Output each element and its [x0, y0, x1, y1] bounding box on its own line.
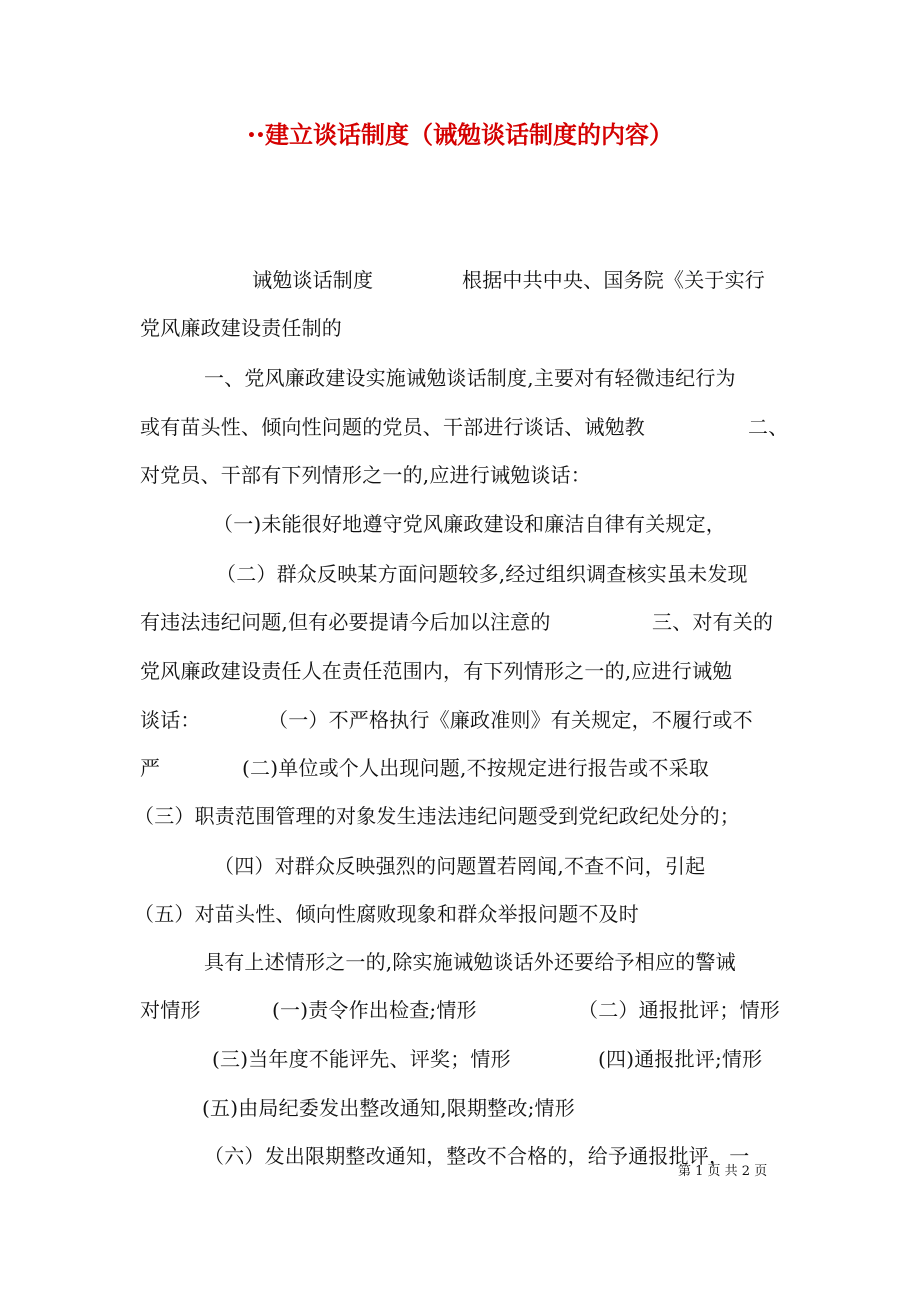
- body-line: （二）群众反映某方面问题较多,经过组织调查核实虽未发现: [216, 562, 748, 586]
- ellipsis-glyph-icon: ••: [247, 128, 265, 144]
- page-footer: 第 1 页 共 2 页: [678, 1164, 768, 1179]
- body-line: （二）通报批评；情形: [578, 998, 780, 1022]
- body-line: 根据中共中央、国务院《关于实行: [462, 268, 765, 292]
- body-line: （一)未能很好地遵守党风廉政建设和廉洁自律有关规定，: [213, 512, 727, 536]
- body-line: 党风廉政建设责任制的: [140, 316, 342, 340]
- body-line: 一、党风廉政建设实施诫勉谈话制度,主要对有轻微违纪行为: [204, 366, 736, 390]
- body-line: (一)责令作出检查;情形: [272, 998, 477, 1022]
- body-line: （六）发出限期整改通知，整改不合格的，给予通报批评，一: [204, 1144, 750, 1168]
- body-line: 三、对有关的: [652, 610, 774, 634]
- title-text: 建立谈话制度（诫勉谈话制度的内容）: [264, 121, 673, 149]
- body-line: 严: [140, 756, 161, 780]
- body-line: (五)由局纪委发出整改通知,限期整改;情形: [202, 1096, 575, 1120]
- body-line: 二、: [748, 415, 789, 439]
- body-line: 谈话：: [140, 708, 201, 732]
- body-line: （三）职责范围管理的对象发生违法违纪问题受到党纪政纪处分的；: [134, 804, 740, 828]
- body-line: （四）对群众反映强烈的问题置若罔闻,不查不问，引起: [214, 854, 706, 878]
- body-line: 党风廉政建设责任人在责任范围内，有下列情形之一的,应进行诫勉: [140, 659, 733, 683]
- body-line: （五）对苗头性、倾向性腐败现象和群众举报问题不及时: [134, 902, 639, 926]
- body-line: (四)通报批评;情形: [598, 1047, 763, 1071]
- body-line: 具有上述情形之一的,除实施诫勉谈话外还要给予相应的警诫: [204, 950, 736, 974]
- document-title: [0, 118, 920, 153]
- body-line: (二)单位或个人出现问题,不按规定进行报告或不采取: [242, 756, 709, 780]
- body-line: （一）不严格执行《廉政准则》有关规定，不履行或不: [268, 708, 753, 732]
- body-line: (三)当年度不能评先、评奖；情形: [212, 1047, 511, 1071]
- body-line: 对情形: [140, 998, 201, 1022]
- body-line: 或有苗头性、倾向性问题的党员、干部进行谈话、诫勉教: [140, 415, 645, 439]
- body-line: 对党员、干部有下列情形之一的,应进行诫勉谈话：: [140, 463, 591, 487]
- body-line: 有违法违纪问题,但有必要提请今后加以注意的: [140, 610, 551, 634]
- body-line: 诫勉谈话制度: [252, 268, 374, 292]
